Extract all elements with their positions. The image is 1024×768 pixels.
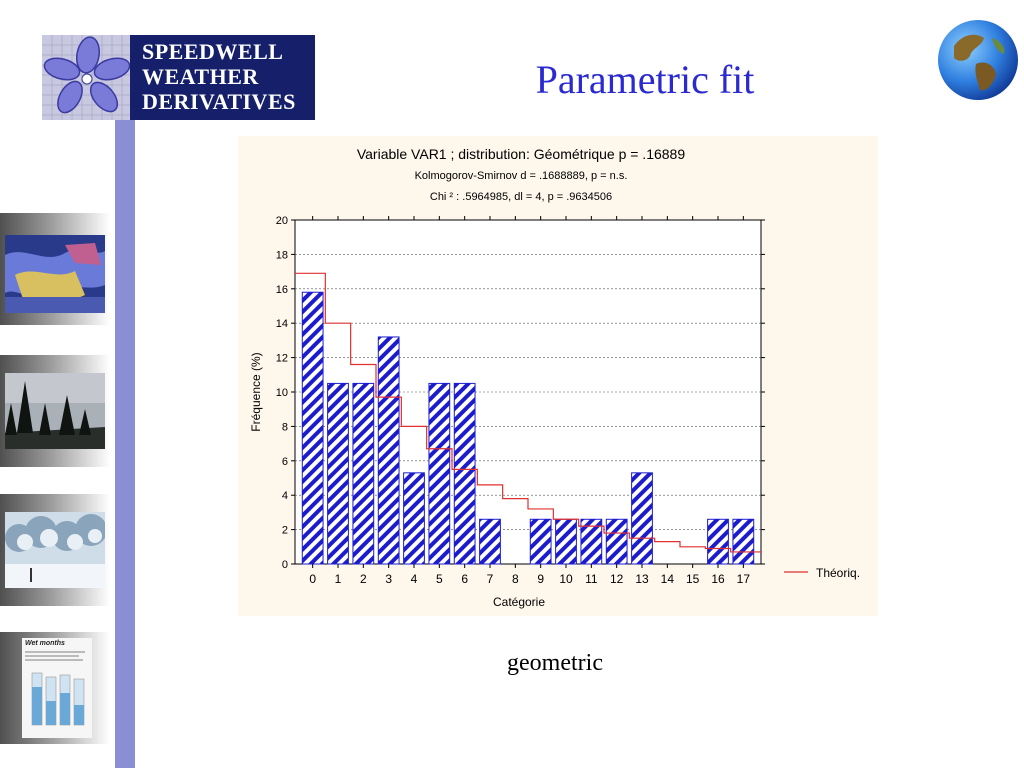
y-axis-label: Fréquence (%) [249, 352, 263, 432]
chart-title: Variable VAR1 ; distribution: Géométrique p = .16889 [356, 146, 686, 162]
x-tick-label-7: 7 [486, 572, 494, 586]
bar-1 [328, 383, 349, 564]
logo-line-2: WEATHER [142, 64, 259, 89]
bar-5 [429, 383, 450, 564]
bar-2 [353, 383, 374, 564]
bar-13 [632, 473, 653, 564]
bar-10 [556, 519, 577, 564]
y-tick-label-0: 0 [281, 559, 288, 571]
company-logo [42, 35, 315, 120]
chart-subtitle-chi: Chi ² : .5964985, dl = 4, p = .9634506 [429, 191, 613, 203]
bar-7 [480, 519, 501, 564]
x-tick-label-9: 9 [537, 572, 545, 586]
bar-12 [606, 519, 627, 564]
x-tick-label-8: 8 [511, 572, 519, 586]
y-tick-label-1: 2 [281, 524, 288, 537]
weather-map-image [5, 235, 105, 313]
x-tick-label-17: 17 [736, 572, 751, 586]
y-tick-label-4: 8 [281, 421, 288, 434]
y-tick-label-8: 16 [275, 283, 288, 296]
x-tick-label-13: 13 [635, 572, 649, 586]
bar-6 [454, 383, 475, 564]
y-tick-label-3: 6 [281, 455, 288, 468]
bar-17 [733, 519, 754, 564]
x-tick-label-1: 1 [334, 572, 342, 586]
x-tick-label-16: 16 [711, 572, 725, 586]
x-tick-label-15: 15 [685, 572, 700, 586]
logo-text [142, 39, 296, 114]
x-tick-label-3: 3 [385, 572, 393, 586]
x-tick-label-2: 2 [359, 572, 367, 586]
globe-icon [936, 18, 1020, 102]
x-tick-label-5: 5 [435, 572, 443, 586]
x-tick-label-6: 6 [461, 572, 469, 586]
y-tick-label-5: 10 [275, 387, 288, 399]
slide-caption: geometric [507, 650, 603, 676]
slide-title: Parametric fit [535, 57, 755, 102]
y-tick-label-7: 14 [275, 318, 288, 331]
thumbnail-weather-map [0, 213, 110, 325]
chart-panel [238, 136, 878, 616]
x-tick-label-11: 11 [585, 572, 598, 586]
logo-line-3: DERIVATIVES [142, 89, 296, 114]
y-tick-label-9: 18 [275, 249, 288, 262]
wet-months-title: Wet months [25, 640, 65, 647]
wet-months-chart-image [22, 647, 92, 731]
snowy-forest-image [5, 512, 105, 588]
x-tick-label-4: 4 [410, 572, 418, 586]
thumbnail-forest-dusk [0, 355, 110, 467]
x-tick-label-14: 14 [660, 572, 675, 586]
thumbnail-wet-months [0, 632, 110, 744]
x-axis-label: Catégorie [492, 595, 546, 609]
x-tick-label-10: 10 [559, 572, 573, 586]
forest-dusk-image [5, 373, 105, 449]
logo-line-1: SPEEDWELL [142, 39, 284, 64]
y-tick-label-10: 20 [275, 215, 288, 227]
histogram-chart [238, 136, 878, 616]
x-tick-label-0: 0 [309, 572, 317, 586]
x-tick-label-12: 12 [609, 572, 624, 586]
bar-3 [378, 337, 399, 564]
y-tick-label-6: 12 [275, 352, 288, 365]
bar-4 [404, 473, 425, 564]
y-tick-label-2: 4 [281, 490, 288, 503]
thumbnail-snowy-forest [0, 494, 110, 606]
left-accent-bar [115, 120, 135, 768]
bar-0 [302, 292, 323, 564]
legend-label: Théoriq. [816, 566, 861, 580]
bar-9 [530, 519, 551, 564]
flower-logo-icon [42, 35, 130, 120]
bar-16 [708, 519, 729, 564]
chart-subtitle-ks: Kolmogorov-Smirnov d = .1688889, p = n.s. [414, 170, 628, 182]
